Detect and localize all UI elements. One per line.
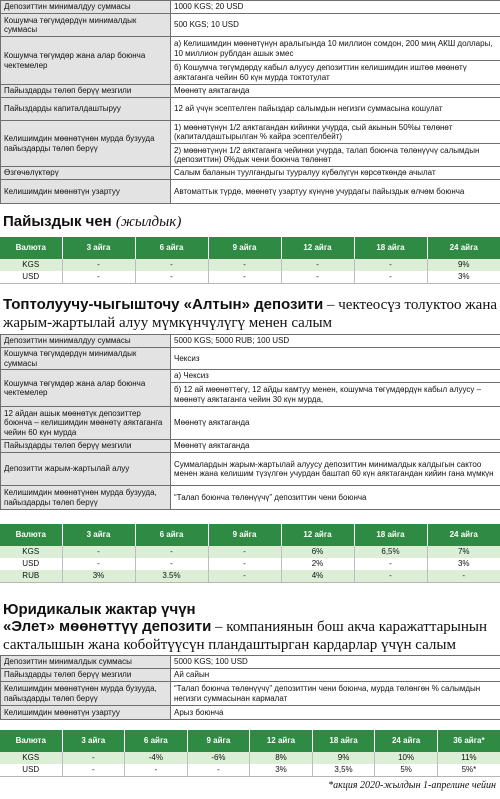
rates-row	[0, 558, 500, 570]
rates-column-header: Валюта	[0, 730, 62, 752]
rates-column-header: 12 айга	[250, 730, 313, 752]
condition-label: Кошумча төгүмдөр жана алар боюнча чектемелер	[1, 370, 171, 407]
rates-cell: -	[62, 271, 135, 283]
altyn-deposit-rates-table	[0, 524, 500, 583]
rates-column-header: 36 айга*	[437, 730, 500, 752]
condition-value: 2) мөөнөтүнүн 1/2 аяктаганга чейинки учурда, талап боюнча төлөнүүчү салымдын (депозиттин) 0%дык чени боюнча төлөнөт	[171, 144, 500, 167]
elet-deposit-rates-table	[0, 730, 500, 777]
rates-cell: 7%	[427, 546, 500, 558]
interest-rate-heading	[3, 213, 497, 231]
rates-cell: -	[62, 558, 135, 570]
rates-column-header: 3 айга	[62, 730, 125, 752]
condition-row	[1, 14, 500, 37]
rates-cell: -	[62, 546, 135, 558]
condition-row	[1, 85, 500, 98]
condition-label: Келишимдин мөөнөтүн узартуу	[1, 180, 171, 204]
rates-row	[0, 546, 500, 558]
rates-column-header: 3 айга	[62, 237, 135, 259]
condition-value: а) Чексиз	[171, 370, 500, 383]
condition-label: Депозиттин минималдуу суммасы	[1, 1, 171, 14]
rates-cell: -4%	[125, 752, 188, 764]
rates-cell: 10%	[375, 752, 438, 764]
condition-label: Депозитти жарым-жартылай алуу	[1, 453, 171, 486]
rates-column-header: Валюта	[0, 237, 62, 259]
rates-cell: -	[208, 259, 281, 271]
rates-cell: 6,5%	[354, 546, 427, 558]
rates-column-header: 6 айга	[125, 730, 188, 752]
condition-row	[1, 682, 500, 706]
altyn-deposit-description: – чектеосүз толуктоо жана жарым-жартылай алуу мүмкүнчүлүгү менен салым	[3, 297, 498, 331]
elet-deposit-title: «Элет» мөөнөттүү депозити	[3, 618, 212, 635]
rates-cell: -	[281, 259, 354, 271]
condition-label: 12 айдан ашык мөөнөтүк депозиттер боюнча – келишимдин мөөнөтү аяктаганга чейин 60 күн мурда	[1, 407, 171, 440]
elet-deposit-heading	[3, 601, 497, 654]
condition-row	[1, 656, 500, 669]
rates-cell: -6%	[187, 752, 250, 764]
condition-value: Суммалардын жарым-жартылай алуусу депозиттин минималдык калдыгын сактоо менен жана келишим түзүлгөн учурдан баштап 60 күн аяктагандан кийин гана мүмкүн	[171, 453, 500, 486]
rates-row	[0, 271, 500, 283]
condition-value: “Талап боюнча төлөнүүчү” депозиттин чени боюнча, мурда төлөнгөн % салымдын негизги суммасынан кармалат	[171, 682, 500, 706]
condition-row	[1, 121, 500, 144]
condition-row	[1, 440, 500, 453]
rates-cell: 11%	[437, 752, 500, 764]
rates-cell: -	[135, 546, 208, 558]
rates-cell: -	[354, 558, 427, 570]
condition-value: Мөөнөтү аяктаганда	[171, 440, 500, 453]
rates-cell: -	[208, 558, 281, 570]
condition-label: Депозиттин минималдык суммасы	[1, 656, 171, 669]
condition-row	[1, 486, 500, 510]
condition-label: Келишимдин мөөнөтүнөн мурда бузууда пайыздарды төлөп берүү	[1, 121, 171, 167]
condition-row	[1, 453, 500, 486]
condition-row	[1, 1, 500, 14]
elet-deposit-conditions-table	[0, 655, 500, 720]
condition-value: 12 ай үчүн эсептелген пайыздар салымдын негизги суммасына кошулат	[171, 98, 500, 121]
rates-cell: 3,5%	[312, 764, 375, 776]
condition-value: 5000 KGS; 100 USD	[171, 656, 500, 669]
child-deposit-conditions-table	[0, 0, 500, 204]
rates-column-header: 9 айга	[208, 524, 281, 546]
condition-value: Чексиз	[171, 348, 500, 370]
rates-cell: 3%	[250, 764, 313, 776]
condition-label: Келишимдин мөөнөтүнөн мурда бузууда, пайыздарды төлөп берүү	[1, 682, 171, 706]
rates-column-header: 24 айга	[375, 730, 438, 752]
rates-column-header: 3 айга	[62, 524, 135, 546]
rates-column-header: 12 айга	[281, 524, 354, 546]
rates-cell: -	[281, 271, 354, 283]
condition-label: Кошумча төгүмдөрдүн минималдык суммасы	[1, 348, 171, 370]
condition-value: Салым баланын туулгандыгы тууралуу күбөлүгүн көрсөткөндө ачылат	[171, 167, 500, 180]
rates-column-header: 18 айга	[312, 730, 375, 752]
condition-row	[1, 98, 500, 121]
rates-cell: 8%	[250, 752, 313, 764]
interest-rate-heading-italic: (жылдык)	[115, 214, 182, 230]
rates-cell: KGS	[0, 259, 62, 271]
rates-header-row	[0, 730, 500, 752]
rates-cell: -	[62, 764, 125, 776]
condition-label: Келишимдин мөөнөтүн узартуу	[1, 706, 171, 720]
condition-label: Өзгөчөлүктөрү	[1, 167, 171, 180]
condition-value: Мөөнөтү аяктаганда	[171, 407, 500, 440]
rates-cell: -	[208, 546, 281, 558]
rates-cell: 4%	[281, 570, 354, 582]
condition-label: Пайыздарды капиталдаштыруу	[1, 98, 171, 121]
condition-row	[1, 180, 500, 204]
rates-column-header: 12 айга	[281, 237, 354, 259]
rates-cell: -	[62, 752, 125, 764]
rates-column-header: 9 айга	[187, 730, 250, 752]
rates-cell: USD	[0, 558, 62, 570]
rates-cell: 5%	[375, 764, 438, 776]
rates-cell: -	[125, 764, 188, 776]
altyn-deposit-conditions-table	[0, 334, 500, 510]
rates-column-header: 6 айга	[135, 237, 208, 259]
condition-value: б) 12 ай мөөнөттөгү, 12 айды камтуу менен, кошумча төгүмдөрдүн кабыл алуусу – мөөнөтү аяктаганга чейин 30 күн мурда,	[171, 383, 500, 407]
rates-cell: 5%*	[437, 764, 500, 776]
rates-row	[0, 259, 500, 271]
rates-cell: 3%	[427, 271, 500, 283]
rates-cell: -	[135, 271, 208, 283]
condition-value: “Талап боюнча төлөнүүчү” депозиттин чени боюнча	[171, 486, 500, 510]
condition-row	[1, 370, 500, 383]
condition-value: Мөөнөтү аяктаганда	[171, 85, 500, 98]
condition-value: 1000 KGS; 20 USD	[171, 1, 500, 14]
rates-row	[0, 752, 500, 764]
rates-cell: 6%	[281, 546, 354, 558]
child-deposit-rates-table	[0, 237, 500, 284]
condition-value: 5000 KGS; 5000 RUB; 100 USD	[171, 335, 500, 348]
condition-value: Ай сайын	[171, 669, 500, 682]
rates-row	[0, 570, 500, 582]
condition-row	[1, 335, 500, 348]
rates-column-header: 18 айга	[354, 524, 427, 546]
promo-footnote: *акция 2020-жылдын 1-апрелине чейин	[328, 780, 496, 791]
condition-label: Келишимдин мөөнөтүнөн мурда бузууда, пайыздарды төлөп берүү	[1, 486, 171, 510]
rates-header-row	[0, 524, 500, 546]
rates-column-header: Валюта	[0, 524, 62, 546]
condition-value: Арыз боюнча	[171, 706, 500, 720]
rates-cell: -	[427, 570, 500, 582]
rates-cell: -	[62, 259, 135, 271]
rates-cell: 3.5%	[135, 570, 208, 582]
rates-cell: 9%	[427, 259, 500, 271]
rates-cell: KGS	[0, 752, 62, 764]
altyn-deposit-title: Топтолуучу-чыгышточу «Алтын» депозити	[3, 296, 324, 313]
condition-row	[1, 167, 500, 180]
rates-cell: -	[208, 271, 281, 283]
condition-row	[1, 407, 500, 440]
condition-row	[1, 37, 500, 61]
condition-row	[1, 706, 500, 720]
rates-cell: 2%	[281, 558, 354, 570]
rates-header-row	[0, 237, 500, 259]
rates-cell: USD	[0, 271, 62, 283]
condition-value: а) Келишимдин мөөнөтүнүн аралыгында 10 миллион сомдон, 200 миң АКШ доллары, 10 миллион рублдан ашык эмес	[171, 37, 500, 61]
condition-row	[1, 669, 500, 682]
condition-value: Автоматтык түрдө, мөөнөтү узартуу күнүнө учурдагы пайыздык өлчөм боюнча	[171, 180, 500, 204]
elet-deposit-description: – компаниянын бош акча каражаттарынын сакталышын жана кобойтүүсүн пландаштырган кардарлар үчүн салым	[3, 619, 487, 653]
condition-label: Кошумча төгүмдөрдүн минималдык суммасы	[1, 14, 171, 37]
elet-deposit-audience: Юридикалык жактар үчүн	[3, 601, 196, 618]
condition-label: Депозиттин минималдуу суммасы	[1, 335, 171, 348]
condition-value: б) Кошумча төгүмдөрдү кабыл алуусу депозиттин келишимдин иштөө мөөнөтү аяктаганга чейин 60 күн мурда токтотулат	[171, 61, 500, 85]
rates-row	[0, 764, 500, 776]
condition-value: 1) мөөнөтүнүн 1/2 аяктагандан кийинки учурда, сый акынын 50%ы төлөнөт (капиталдаштырылган % кайра эсептелбейт)	[171, 121, 500, 144]
condition-row	[1, 348, 500, 370]
interest-rate-heading-bold: Пайыздык чен	[3, 213, 112, 230]
condition-label: Пайыздарды төлөп берүү мезгили	[1, 440, 171, 453]
condition-label: Пайыздарды төлөп берүү мезгили	[1, 85, 171, 98]
rates-column-header: 24 айга	[427, 237, 500, 259]
rates-cell: KGS	[0, 546, 62, 558]
rates-column-header: 6 айга	[135, 524, 208, 546]
condition-label: Кошумча төгүмдөр жана алар боюнча чектемелер	[1, 37, 171, 85]
rates-cell: 3%	[427, 558, 500, 570]
condition-value: 500 KGS; 10 USD	[171, 14, 500, 37]
rates-cell: -	[354, 570, 427, 582]
condition-label: Пайыздарды төлөп берүү мезгили	[1, 669, 171, 682]
rates-cell: RUB	[0, 570, 62, 582]
rates-column-header: 18 айга	[354, 237, 427, 259]
rates-cell: 9%	[312, 752, 375, 764]
rates-cell: 3%	[62, 570, 135, 582]
altyn-deposit-heading	[3, 296, 497, 332]
rates-column-header: 9 айга	[208, 237, 281, 259]
rates-column-header: 24 айга	[427, 524, 500, 546]
rates-cell: -	[354, 259, 427, 271]
rates-cell: -	[135, 558, 208, 570]
rates-cell: -	[208, 570, 281, 582]
rates-cell: -	[354, 271, 427, 283]
rates-cell: USD	[0, 764, 62, 776]
rates-cell: -	[187, 764, 250, 776]
rates-cell: -	[135, 259, 208, 271]
